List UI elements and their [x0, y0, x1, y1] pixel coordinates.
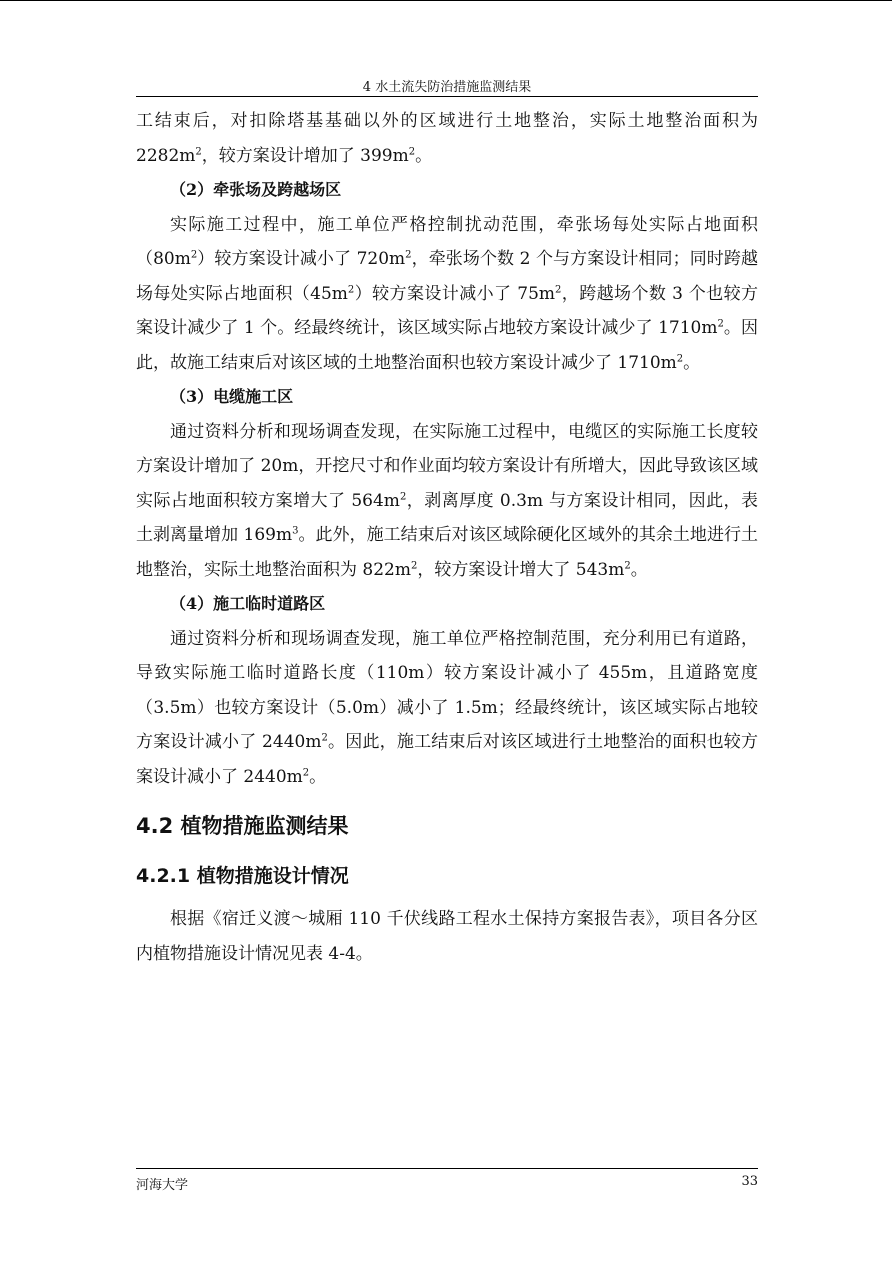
subsection-4-heading: （4）施工临时道路区	[170, 594, 326, 613]
paragraph-1: 工结束后，对扣除塔基基础以外的区域进行土地整治，实际土地整治面积为$2282m^2$，较方案设计增加了 $399m^2$。	[136, 111, 758, 166]
page-body	[136, 104, 758, 971]
footer-institution: 河海大学	[136, 1178, 189, 1193]
paragraph-5: 根据《宿迁义渡～城厢 110 千伏线路工程水土保持方案报告表》，项目各分区内植物措施设计情况见表 4-4。	[136, 909, 758, 964]
paragraph-2: 实际施工过程中，施工单位严格控制扰动范围，牵张场每处实际占地面积$(80m^2)$较方案设计减小了 $720m^2$，牵张场个数 2 个与方案设计相同；同时跨越场每处实际占地面积$(45m^2)$较方案设计减小了 $75m^2$，跨越场个数 3 个也较方案设计减少了 1 个。经最终统计，该区域实际占地较方案设计减少了 $1710m^2$。因此，故施工结束后对该区域的土地整治面积也较方案设计减少了 $1710m^2$。	[136, 214, 758, 373]
header-rule	[136, 96, 758, 97]
footer-rule	[136, 1168, 758, 1169]
section-4-2-1-heading: 4.2.1 植物措施设计情况	[136, 865, 349, 887]
subsection-2-heading: （2）牵张场及跨越场区	[170, 180, 342, 199]
subsection-3-heading: （3）电缆施工区	[170, 387, 294, 406]
paragraph-4: 通过资料分析和现场调查发现，施工单位严格控制范围，充分利用已有道路，导致实际施工临时道路长度（110m）较方案设计减小了 455m，且道路宽度（3.5m）也较方案设计（5.0m）减小了 1.5m；经最终统计，该区域实际占地较方案设计减小了 $2440m^2$。因此，施工结束后对该区域进行土地整治的面积也较方案设计减小了 $2440m^2$。	[136, 628, 758, 787]
running-header: 4 水土流失防治措施监测结果	[362, 80, 532, 95]
section-4-2-heading: 4.2 植物措施监测结果	[136, 814, 349, 838]
paragraph-3: 通过资料分析和现场调查发现，在实际施工过程中，电缆区的实际施工长度较方案设计增加了 20m，开挖尺寸和作业面均较方案设计有所增大，因此导致该区域实际占地面积较方案增大了 $564m^2$，剥离厚度 0.3m 与方案设计相同，因此，表土剥离量增加 $169m^3$。此外，施工结束后对该区域除硬化区域外的其余土地进行土地整治，实际土地整治面积为 $822m^2$，较方案设计增大了 $543m^2$。	[136, 421, 758, 580]
page-number: 33	[741, 1174, 758, 1189]
top-border-line	[0, 0, 892, 1]
